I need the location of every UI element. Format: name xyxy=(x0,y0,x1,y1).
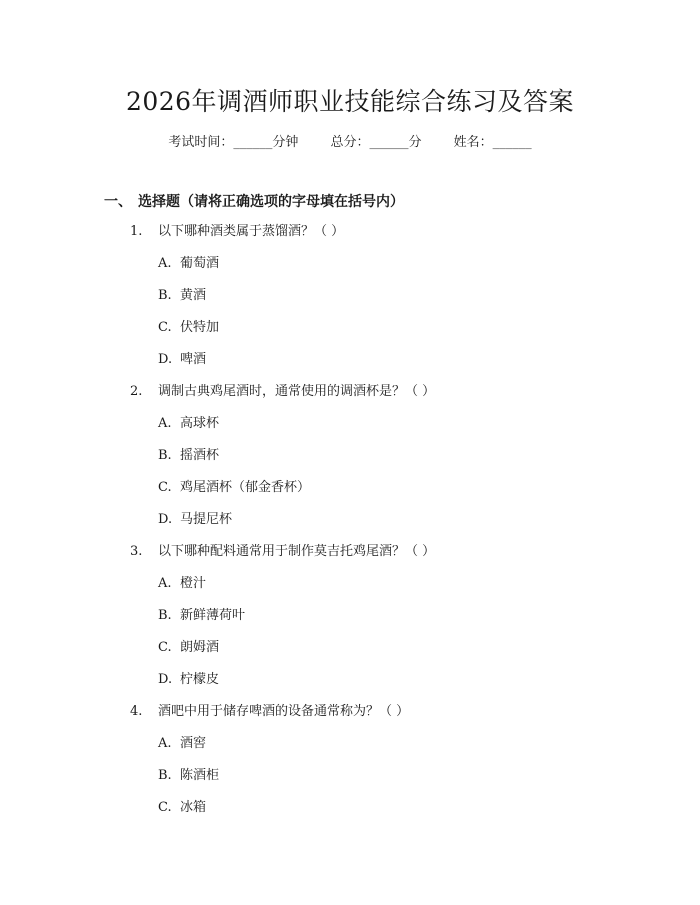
question-stem xyxy=(0,382,700,414)
option-letter: A. xyxy=(158,256,172,271)
option-letter: C. xyxy=(158,480,172,495)
option-text: 葡萄酒 xyxy=(180,256,220,271)
option-text: 橙汁 xyxy=(180,576,207,591)
option-letter: C. xyxy=(158,800,172,815)
option-a xyxy=(0,574,700,606)
exam-info-line xyxy=(0,131,700,150)
question-1 xyxy=(0,222,700,382)
option-a xyxy=(0,734,700,766)
option-text: 新鲜薄荷叶 xyxy=(180,608,246,623)
option-letter: C. xyxy=(158,640,172,655)
question-text: 酒吧中用于储存啤酒的设备通常称为？（ ） xyxy=(158,704,410,719)
option-letter: D. xyxy=(158,352,173,367)
section-heading xyxy=(104,191,404,211)
option-letter: D. xyxy=(158,512,173,527)
option-text: 黄酒 xyxy=(180,288,207,303)
question-3 xyxy=(0,542,700,702)
option-d xyxy=(0,510,700,542)
option-c xyxy=(0,798,700,830)
document-title: 2026年调酒师职业技能综合练习及答案 xyxy=(125,87,575,116)
option-text: 陈酒柜 xyxy=(180,768,220,783)
option-letter: B. xyxy=(158,448,172,463)
total-score-field: 总分：______分 xyxy=(330,135,422,150)
question-text: 以下哪种酒类属于蒸馏酒？（ ） xyxy=(158,224,345,239)
option-text: 高球杯 xyxy=(180,416,220,431)
option-text: 酒窖 xyxy=(180,736,207,751)
option-letter: C. xyxy=(158,320,172,335)
option-letter: A. xyxy=(158,576,172,591)
question-number: 3. xyxy=(130,544,143,559)
option-c xyxy=(0,318,700,350)
option-letter: A. xyxy=(158,736,172,751)
student-name-field: 姓名：______ xyxy=(453,135,532,150)
option-d xyxy=(0,350,700,382)
question-4 xyxy=(0,702,700,830)
option-text: 朗姆酒 xyxy=(180,640,220,655)
option-letter: B. xyxy=(158,288,172,303)
option-b xyxy=(0,606,700,638)
option-text: 伏特加 xyxy=(180,320,220,335)
question-number: 4. xyxy=(130,704,143,719)
question-list xyxy=(0,222,700,830)
option-a xyxy=(0,414,700,446)
option-b xyxy=(0,286,700,318)
question-stem xyxy=(0,222,700,254)
option-text: 啤酒 xyxy=(180,352,207,367)
option-text: 冰箱 xyxy=(180,800,207,815)
option-text: 马提尼杯 xyxy=(180,512,233,527)
section-number: 一、 xyxy=(104,194,132,210)
option-text: 柠檬皮 xyxy=(180,672,220,687)
section-title: 选择题（请将正确选项的字母填在括号内） xyxy=(138,194,404,210)
option-letter: D. xyxy=(158,672,173,687)
exam-time-field: 考试时间：______分钟 xyxy=(168,135,299,150)
option-c xyxy=(0,478,700,510)
option-letter: A. xyxy=(158,416,172,431)
option-letter: B. xyxy=(158,768,172,783)
question-2 xyxy=(0,382,700,542)
question-text: 以下哪种配料通常用于制作莫吉托鸡尾酒？（ ） xyxy=(158,544,436,559)
question-stem xyxy=(0,542,700,574)
option-letter: B. xyxy=(158,608,172,623)
question-number: 2. xyxy=(130,384,143,399)
option-text: 鸡尾酒杯（郁金香杯） xyxy=(180,480,311,495)
question-number: 1. xyxy=(130,224,143,239)
option-c xyxy=(0,638,700,670)
question-stem xyxy=(0,702,700,734)
option-a xyxy=(0,254,700,286)
option-b xyxy=(0,446,700,478)
question-text: 调制古典鸡尾酒时，通常使用的调酒杯是？（ ） xyxy=(158,384,436,399)
option-b xyxy=(0,766,700,798)
option-text: 摇酒杯 xyxy=(180,448,220,463)
option-d xyxy=(0,670,700,702)
